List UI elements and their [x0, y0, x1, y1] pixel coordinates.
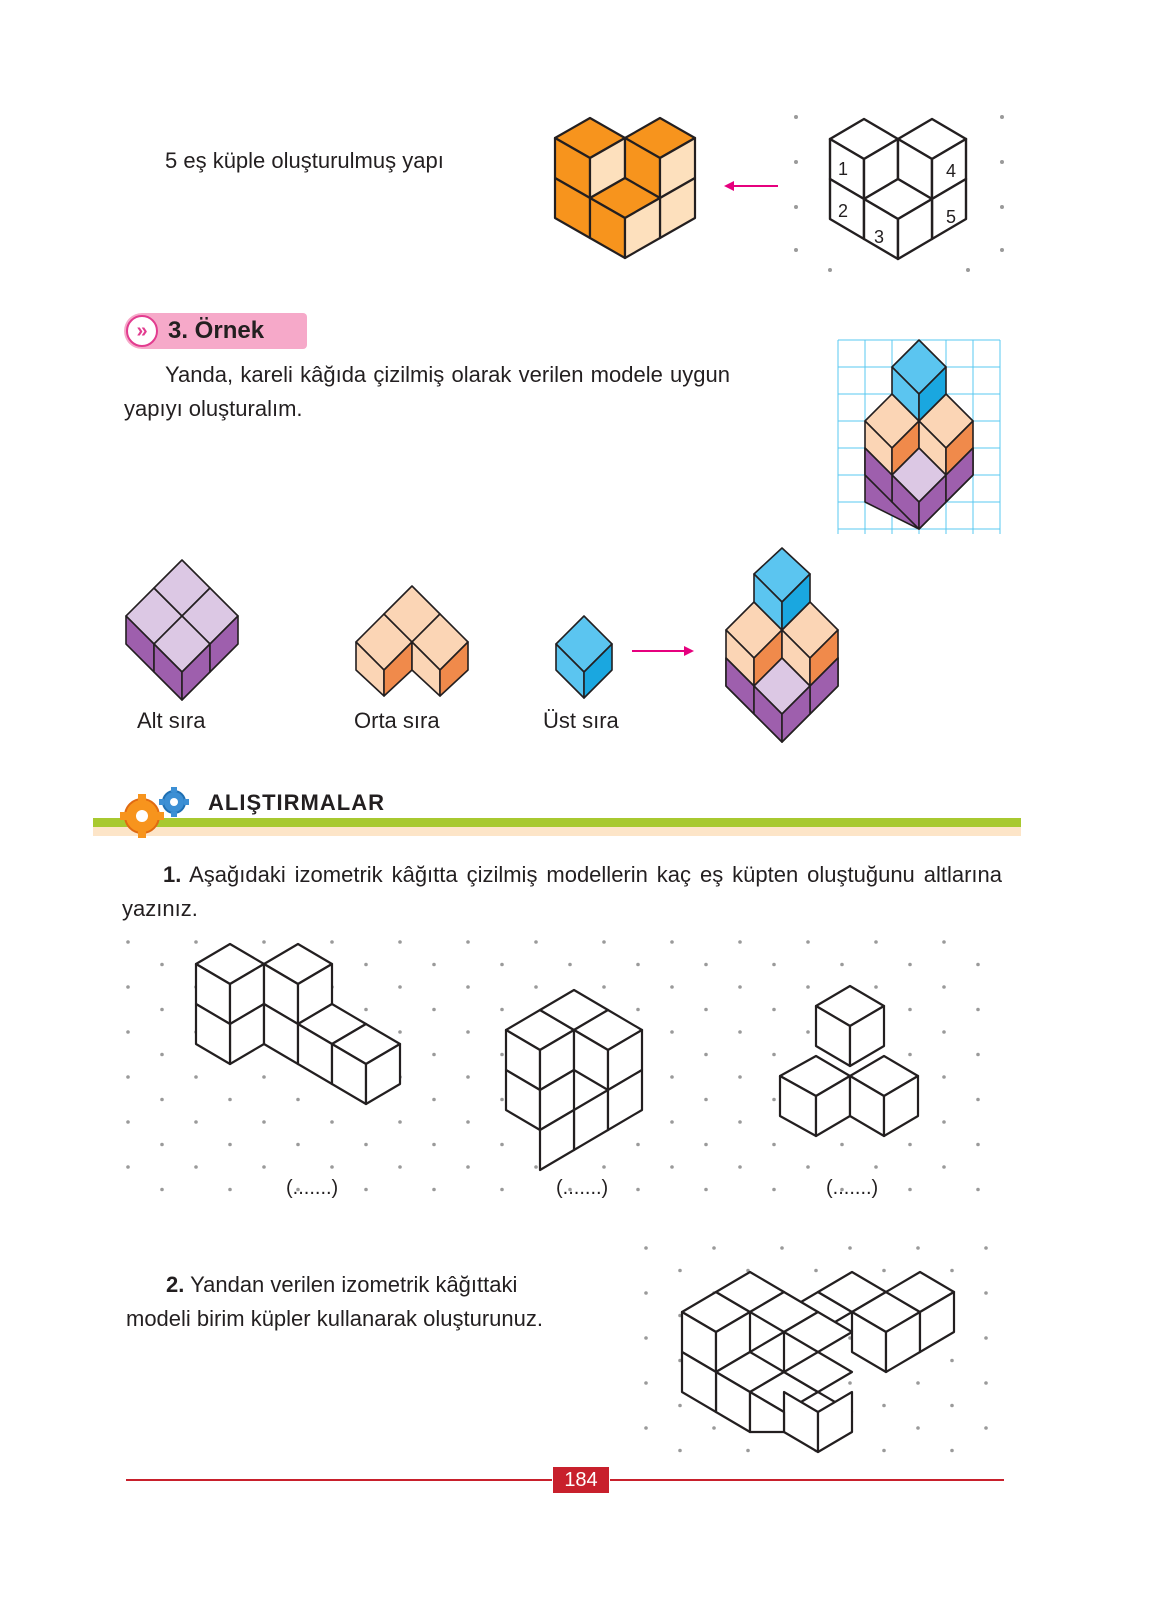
- grid-dot: [704, 1188, 708, 1192]
- grid-dot: [806, 985, 810, 989]
- grid-dot: [984, 1246, 988, 1250]
- grid-dot: [398, 940, 402, 944]
- question1-number: 1.: [163, 862, 182, 887]
- grid-dot: [704, 1098, 708, 1102]
- grid-dot: [330, 1165, 334, 1169]
- grid-dot: [432, 1143, 436, 1147]
- question1-text: [122, 858, 1002, 926]
- grid-dot: [942, 1030, 946, 1034]
- gear-icon: [118, 786, 194, 838]
- grid-dot: [432, 1098, 436, 1102]
- grid-dot: [126, 1075, 130, 1079]
- grid-dot: [704, 963, 708, 967]
- grid-dot: [636, 1143, 640, 1147]
- grid-dot: [840, 1143, 844, 1147]
- grid-dot: [942, 940, 946, 944]
- cube-number-2: 2: [838, 201, 849, 221]
- grid-dot: [330, 1120, 334, 1124]
- grid-dot: [806, 1030, 810, 1034]
- cube-number-1: 1: [838, 159, 849, 179]
- grid-dot: [874, 1165, 878, 1169]
- grid-dot: [806, 940, 810, 944]
- grid-dot: [432, 1053, 436, 1057]
- grid-dot: [568, 963, 572, 967]
- grid-dot: [908, 1188, 912, 1192]
- grid-dot: [916, 1381, 920, 1385]
- grid-dot: [262, 1120, 266, 1124]
- grid-dot: [916, 1426, 920, 1430]
- bottom-layer-label: Alt sıra: [137, 708, 206, 733]
- footer-line-right: [610, 1479, 1004, 1481]
- grid-dot: [950, 1404, 954, 1408]
- grid-dot: [534, 940, 538, 944]
- grid-dot: [780, 1246, 784, 1250]
- grid-dot: [398, 1165, 402, 1169]
- grid-dot: [976, 1143, 980, 1147]
- grid-dot: [840, 963, 844, 967]
- grid-dot: [160, 1053, 164, 1057]
- answer-blank-1[interactable]: (.......): [286, 1177, 339, 1199]
- grid-dot: [814, 1269, 818, 1273]
- grid-dot: [644, 1426, 648, 1430]
- grid-dot: [746, 1449, 750, 1453]
- grid-dot: [882, 1449, 886, 1453]
- combined-structure: [722, 546, 842, 746]
- grid-dot: [466, 1165, 470, 1169]
- grid-dot: [942, 985, 946, 989]
- grid-dot: [636, 1188, 640, 1192]
- grid-dot: [500, 1053, 504, 1057]
- cube-number-5: 5: [946, 207, 957, 227]
- grid-dot: [678, 1449, 682, 1453]
- grid-dot: [908, 1143, 912, 1147]
- grid-dot: [126, 1165, 130, 1169]
- grid-dot: [194, 940, 198, 944]
- grid-dot: [874, 940, 878, 944]
- grid-dot: [432, 963, 436, 967]
- grid-dot: [772, 963, 776, 967]
- grid-dot: [704, 1053, 708, 1057]
- grid-dot: [670, 985, 674, 989]
- grid-dot: [670, 1030, 674, 1034]
- grid-dot: [500, 1188, 504, 1192]
- double-chevron-icon: »: [126, 315, 158, 347]
- grid-dot: [330, 940, 334, 944]
- grid-dot: [126, 985, 130, 989]
- grid-dot: [466, 1120, 470, 1124]
- grid-dot: [950, 1359, 954, 1363]
- bottom-layer-cubes: [120, 556, 244, 702]
- grid-dot: [126, 1120, 130, 1124]
- isometric-dot-grid-top: [780, 105, 1020, 285]
- isometric-dot-grid-q1: [110, 930, 1010, 1210]
- grid-dot: [950, 1449, 954, 1453]
- question1-body: Aşağıdaki izometrik kâğıtta çizilmiş modellerin kaç eş küpten oluştuğunu altlarına yazınız.: [122, 862, 1002, 921]
- grid-dot: [678, 1404, 682, 1408]
- grid-dot: [670, 940, 674, 944]
- grid-dot: [500, 1143, 504, 1147]
- grid-dot: [644, 1381, 648, 1385]
- grid-dot: [126, 1030, 130, 1034]
- grid-dot: [976, 1098, 980, 1102]
- grid-dot: [432, 1188, 436, 1192]
- footer-line-left: [126, 1479, 552, 1481]
- example-badge-label: 3. Örnek: [168, 317, 265, 344]
- grid-dot: [738, 1165, 742, 1169]
- grid-dot: [976, 963, 980, 967]
- grid-dot: [466, 1030, 470, 1034]
- grid-dot: [262, 940, 266, 944]
- exercises-title: ALIŞTIRMALAR: [208, 790, 385, 815]
- grid-dot: [670, 1120, 674, 1124]
- grid-dot: [712, 1246, 716, 1250]
- grid-dot: [772, 1008, 776, 1012]
- grid-dot: [364, 1143, 368, 1147]
- grid-dot: [984, 1336, 988, 1340]
- grid-dot: [262, 1075, 266, 1079]
- grid-dot: [984, 1426, 988, 1430]
- grid-dot: [228, 1188, 232, 1192]
- grid-dot: [882, 1269, 886, 1273]
- grid-dot: [984, 1381, 988, 1385]
- grid-dot: [848, 1381, 852, 1385]
- grid-dot: [398, 1030, 402, 1034]
- grid-dot: [772, 1053, 776, 1057]
- grid-dot: [712, 1426, 716, 1430]
- grid-dot: [704, 1008, 708, 1012]
- grid-dot: [364, 1008, 368, 1012]
- answer-blank-2[interactable]: (.......): [556, 1177, 609, 1199]
- isometric-dot-grid-q2: [630, 1236, 1010, 1466]
- grid-dot: [602, 1165, 606, 1169]
- question2-number: 2.: [166, 1272, 185, 1297]
- grid-dot: [976, 1008, 980, 1012]
- grid-dot: [636, 963, 640, 967]
- grid-dot: [500, 1008, 504, 1012]
- grid-dot: [364, 963, 368, 967]
- grid-dot: [160, 1008, 164, 1012]
- grid-dot: [602, 940, 606, 944]
- grid-dot: [194, 1075, 198, 1079]
- grid-dot: [500, 963, 504, 967]
- grid-dot: [194, 1165, 198, 1169]
- grid-dot: [364, 1188, 368, 1192]
- grid-dot: [704, 1143, 708, 1147]
- grid-dot: [296, 1098, 300, 1102]
- grid-dot: [398, 1120, 402, 1124]
- grid-dot: [806, 1165, 810, 1169]
- grid-dot: [500, 1098, 504, 1102]
- grid-dot: [942, 1120, 946, 1124]
- grid-dot: [160, 1098, 164, 1102]
- grid-dot: [950, 1269, 954, 1273]
- grid-dot: [848, 1246, 852, 1250]
- grid-dot: [942, 1075, 946, 1079]
- middle-layer-cubes: [350, 582, 474, 700]
- square-grid-model: [836, 338, 1008, 538]
- grid-dot: [738, 1075, 742, 1079]
- grid-dot: [882, 1404, 886, 1408]
- question2-line2: modeli birim küpler kullanarak oluşturunuz.: [126, 1306, 543, 1331]
- question2-text: [126, 1268, 596, 1336]
- grid-dot: [670, 1165, 674, 1169]
- grid-dot: [738, 1030, 742, 1034]
- grid-dot: [772, 1098, 776, 1102]
- grid-dot: [398, 985, 402, 989]
- orange-cube-structure: [540, 108, 710, 278]
- grid-dot: [262, 1165, 266, 1169]
- grid-dot: [908, 963, 912, 967]
- question2-line1: Yandan verilen izometrik kâğıttaki: [190, 1272, 518, 1297]
- cube-number-4: 4: [946, 161, 957, 181]
- grid-dot: [738, 940, 742, 944]
- grid-dot: [916, 1246, 920, 1250]
- page-number: 184: [553, 1467, 609, 1493]
- grid-dot: [432, 1008, 436, 1012]
- grid-dot: [738, 985, 742, 989]
- grid-dot: [644, 1291, 648, 1295]
- grid-dot: [228, 1143, 232, 1147]
- grid-dot: [126, 940, 130, 944]
- grid-dot: [738, 1120, 742, 1124]
- section-header-bar: [93, 818, 1021, 836]
- grid-dot: [772, 1188, 776, 1192]
- grid-dot: [160, 1143, 164, 1147]
- top-layer-label: Üst sıra: [543, 708, 619, 733]
- example-badge: [124, 313, 307, 349]
- grid-dot: [636, 1008, 640, 1012]
- answer-blank-3[interactable]: (.......): [826, 1177, 879, 1199]
- grid-dot: [194, 1120, 198, 1124]
- grid-dot: [942, 1165, 946, 1169]
- grid-dot: [984, 1291, 988, 1295]
- middle-layer-label: Orta sıra: [354, 708, 440, 733]
- grid-dot: [644, 1246, 648, 1250]
- grid-dot: [466, 940, 470, 944]
- example3-text: Yanda, kareli kâğıda çizilmiş olarak verilen modele uygun yapıyı oluşturalım.: [124, 362, 730, 421]
- grid-dot: [976, 1188, 980, 1192]
- grid-dot: [228, 1098, 232, 1102]
- grid-dot: [534, 985, 538, 989]
- top-layer-cube: [553, 612, 615, 702]
- grid-dot: [874, 985, 878, 989]
- grid-dot: [160, 963, 164, 967]
- cube-number-3: 3: [874, 227, 885, 247]
- grid-dot: [466, 1075, 470, 1079]
- grid-dot: [976, 1053, 980, 1057]
- top-caption: 5 eş küple oluşturulmuş yapı: [165, 148, 444, 173]
- arrow-right-icon: [630, 643, 696, 659]
- grid-dot: [908, 1008, 912, 1012]
- grid-dot: [772, 1143, 776, 1147]
- grid-dot: [296, 1143, 300, 1147]
- grid-dot: [534, 1165, 538, 1169]
- grid-dot: [602, 985, 606, 989]
- grid-dot: [908, 1053, 912, 1057]
- grid-dot: [644, 1336, 648, 1340]
- grid-dot: [466, 985, 470, 989]
- arrow-left-icon: [722, 178, 782, 194]
- grid-dot: [670, 1075, 674, 1079]
- grid-dot: [160, 1188, 164, 1192]
- grid-dot: [678, 1269, 682, 1273]
